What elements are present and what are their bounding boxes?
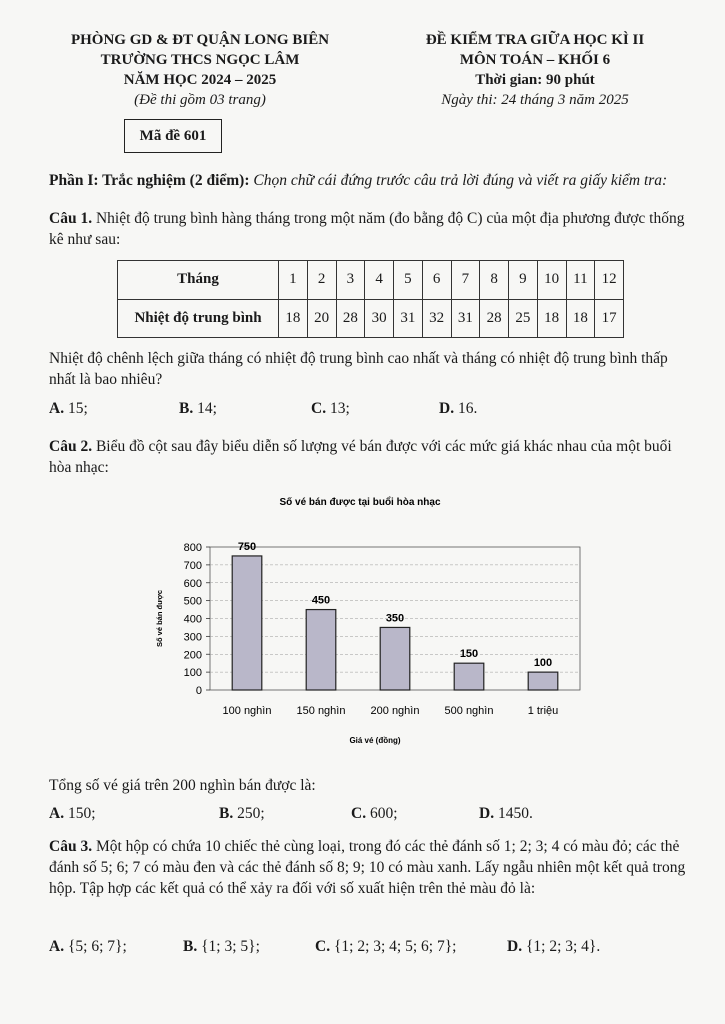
table-row-months [118,261,624,300]
answer-option[interactable]: C. 13; [311,400,350,417]
header-left [40,30,360,110]
answer-option[interactable]: B. 250; [219,805,265,822]
q2-question: Tổng số vé giá trên 200 nghìn bán được là: [49,777,316,794]
answer-option[interactable]: A. 15; [49,400,88,417]
q3-answers [49,938,689,960]
table-cell: 9 [509,261,538,300]
q2-body: Biểu đồ cột sau đây biểu diễn số lượng vé bán được với các mức giá khác nhau của một buổi hòa nhạc: [49,438,672,476]
q1-text [49,208,689,250]
x-tick-label: 100 nghìn [222,705,272,717]
school-name: TRƯỜNG THCS NGỌC LÂM [100,52,300,68]
table-cell: 11 [566,261,595,300]
q2-label: Câu 2. [49,438,93,455]
exam-title: ĐỀ KIỂM TRA GIỮA HỌC KÌ II [425,32,645,48]
data-label: 450 [311,594,331,607]
table-row-temperatures [118,299,624,338]
y-tick-label: 200 [183,649,202,662]
table-cell: 31 [451,299,480,338]
department-name: PHÒNG GD & ĐT QUẬN LONG BIÊN [70,32,330,48]
bar [454,663,484,690]
q1-question: Nhiệt độ chênh lệch giữa tháng có nhiệt độ trung bình cao nhất và tháng có nhiệt độ trung bình thấp nhất là bao nhiêu? [49,350,668,388]
answer-option[interactable]: D. 16. [439,400,478,417]
bar [232,556,262,690]
x-tick-label: 500 nghìn [444,705,494,717]
table-cell: 2 [307,261,336,300]
data-label: 350 [385,612,405,625]
y-tick-label: 600 [183,577,202,590]
school-year: NĂM HỌC 2024 – 2025 [123,72,277,88]
chart-title: Số vé bán được tại buổi hòa nhạc [279,497,441,508]
y-tick-label: 700 [183,559,202,572]
chart-y-axis-label: Số vé bán được [155,589,164,648]
table-header-month: Tháng [118,261,279,300]
q1-body: Nhiệt độ trung bình hàng tháng trong một năm (đo bằng độ C) của một địa phương được thống kê như sau: [49,210,685,248]
data-label: 150 [459,648,479,661]
table-cell: 18 [279,299,308,338]
q1-label: Câu 1. [49,210,93,227]
bar [380,627,410,690]
subject-grade: MÔN TOÁN – KHỐI 6 [459,52,611,68]
temperature-table [117,260,624,338]
table-cell: 28 [336,299,365,338]
y-tick-label: 800 [183,542,202,554]
x-tick-label: 150 nghìn [296,705,346,717]
table-cell: 30 [365,299,394,338]
table-cell: 10 [537,261,566,300]
q2-text [49,436,689,478]
data-label: 750 [237,540,257,553]
chart-bars [223,541,559,717]
table-cell: 31 [394,299,423,338]
table-cell: 3 [336,261,365,300]
q1-answers [49,400,689,422]
table-cell: 32 [422,299,451,338]
table-cell: 7 [451,261,480,300]
y-tick-label: 0 [195,685,202,697]
chart-x-axis-label: Giá vé (đồng) [349,736,401,745]
table-cell: 18 [566,299,595,338]
exam-duration: Thời gian: 90 phút [475,72,595,88]
table-cell: 1 [279,261,308,300]
y-tick-label: 500 [183,595,202,608]
table-cell: 12 [595,261,624,300]
q3-text [49,836,689,899]
answer-option[interactable]: A. 150; [49,805,96,822]
q3-body: Một hộp có chứa 10 chiếc thẻ cùng loại, trong đó các thẻ đánh số 1; 2; 3; 4 có màu đỏ; các thẻ đánh số 5; 6; 7 có màu đen và các thẻ đánh số 8; 9; 10 có màu xanh. Lấy ngẫu nhiên một kết quả trong hộp. Tập hợp các kết quả có thể xảy ra đối với số xuất hiện trên thẻ màu đỏ là: [49,838,686,897]
table-cell: 20 [307,299,336,338]
table-cell: 17 [595,299,624,338]
table-cell: 28 [480,299,509,338]
answer-option[interactable]: C. 600; [351,805,398,822]
table-cell: 6 [422,261,451,300]
exam-date: Ngày thi: 24 tháng 3 năm 2025 [441,92,629,108]
y-tick-label: 300 [183,631,202,644]
bar [528,672,558,690]
q3-label: Câu 3. [49,838,93,855]
page-count-note: (Đề thi gồm 03 trang) [134,92,266,108]
part1-instruction: Chọn chữ cái đứng trước câu trả lời đúng và viết ra giấy kiểm tra: [253,172,668,189]
answer-option[interactable]: D. {1; 2; 3; 4}. [507,938,601,955]
ticket-sales-chart [140,492,600,752]
header-right [375,30,695,110]
table-cell: 25 [509,299,538,338]
table-cell: 8 [480,261,509,300]
answer-option[interactable]: B. {1; 3; 5}; [183,938,260,955]
table-cell: 5 [394,261,423,300]
exam-code-box: Mã đề 601 [124,119,222,153]
table-cell: 4 [365,261,394,300]
q2-answers [49,805,689,827]
table-header-temperature: Nhiệt độ trung bình [118,299,279,338]
answer-option[interactable]: B. 14; [179,400,217,417]
y-tick-label: 100 [183,667,202,680]
y-tick-label: 400 [183,613,202,626]
x-tick-label: 200 nghìn [370,705,420,717]
answer-option[interactable]: C. {1; 2; 3; 4; 5; 6; 7}; [315,938,457,955]
x-tick-label: 1 triệu [527,705,559,717]
part1-title: Phần I: Trắc nghiệm (2 điểm): [49,172,250,189]
data-label: 100 [533,657,553,670]
table-cell: 18 [537,299,566,338]
bar [306,610,336,690]
answer-option[interactable]: A. {5; 6; 7}; [49,938,127,955]
answer-option[interactable]: D. 1450. [479,805,533,822]
part1-heading [49,170,689,191]
